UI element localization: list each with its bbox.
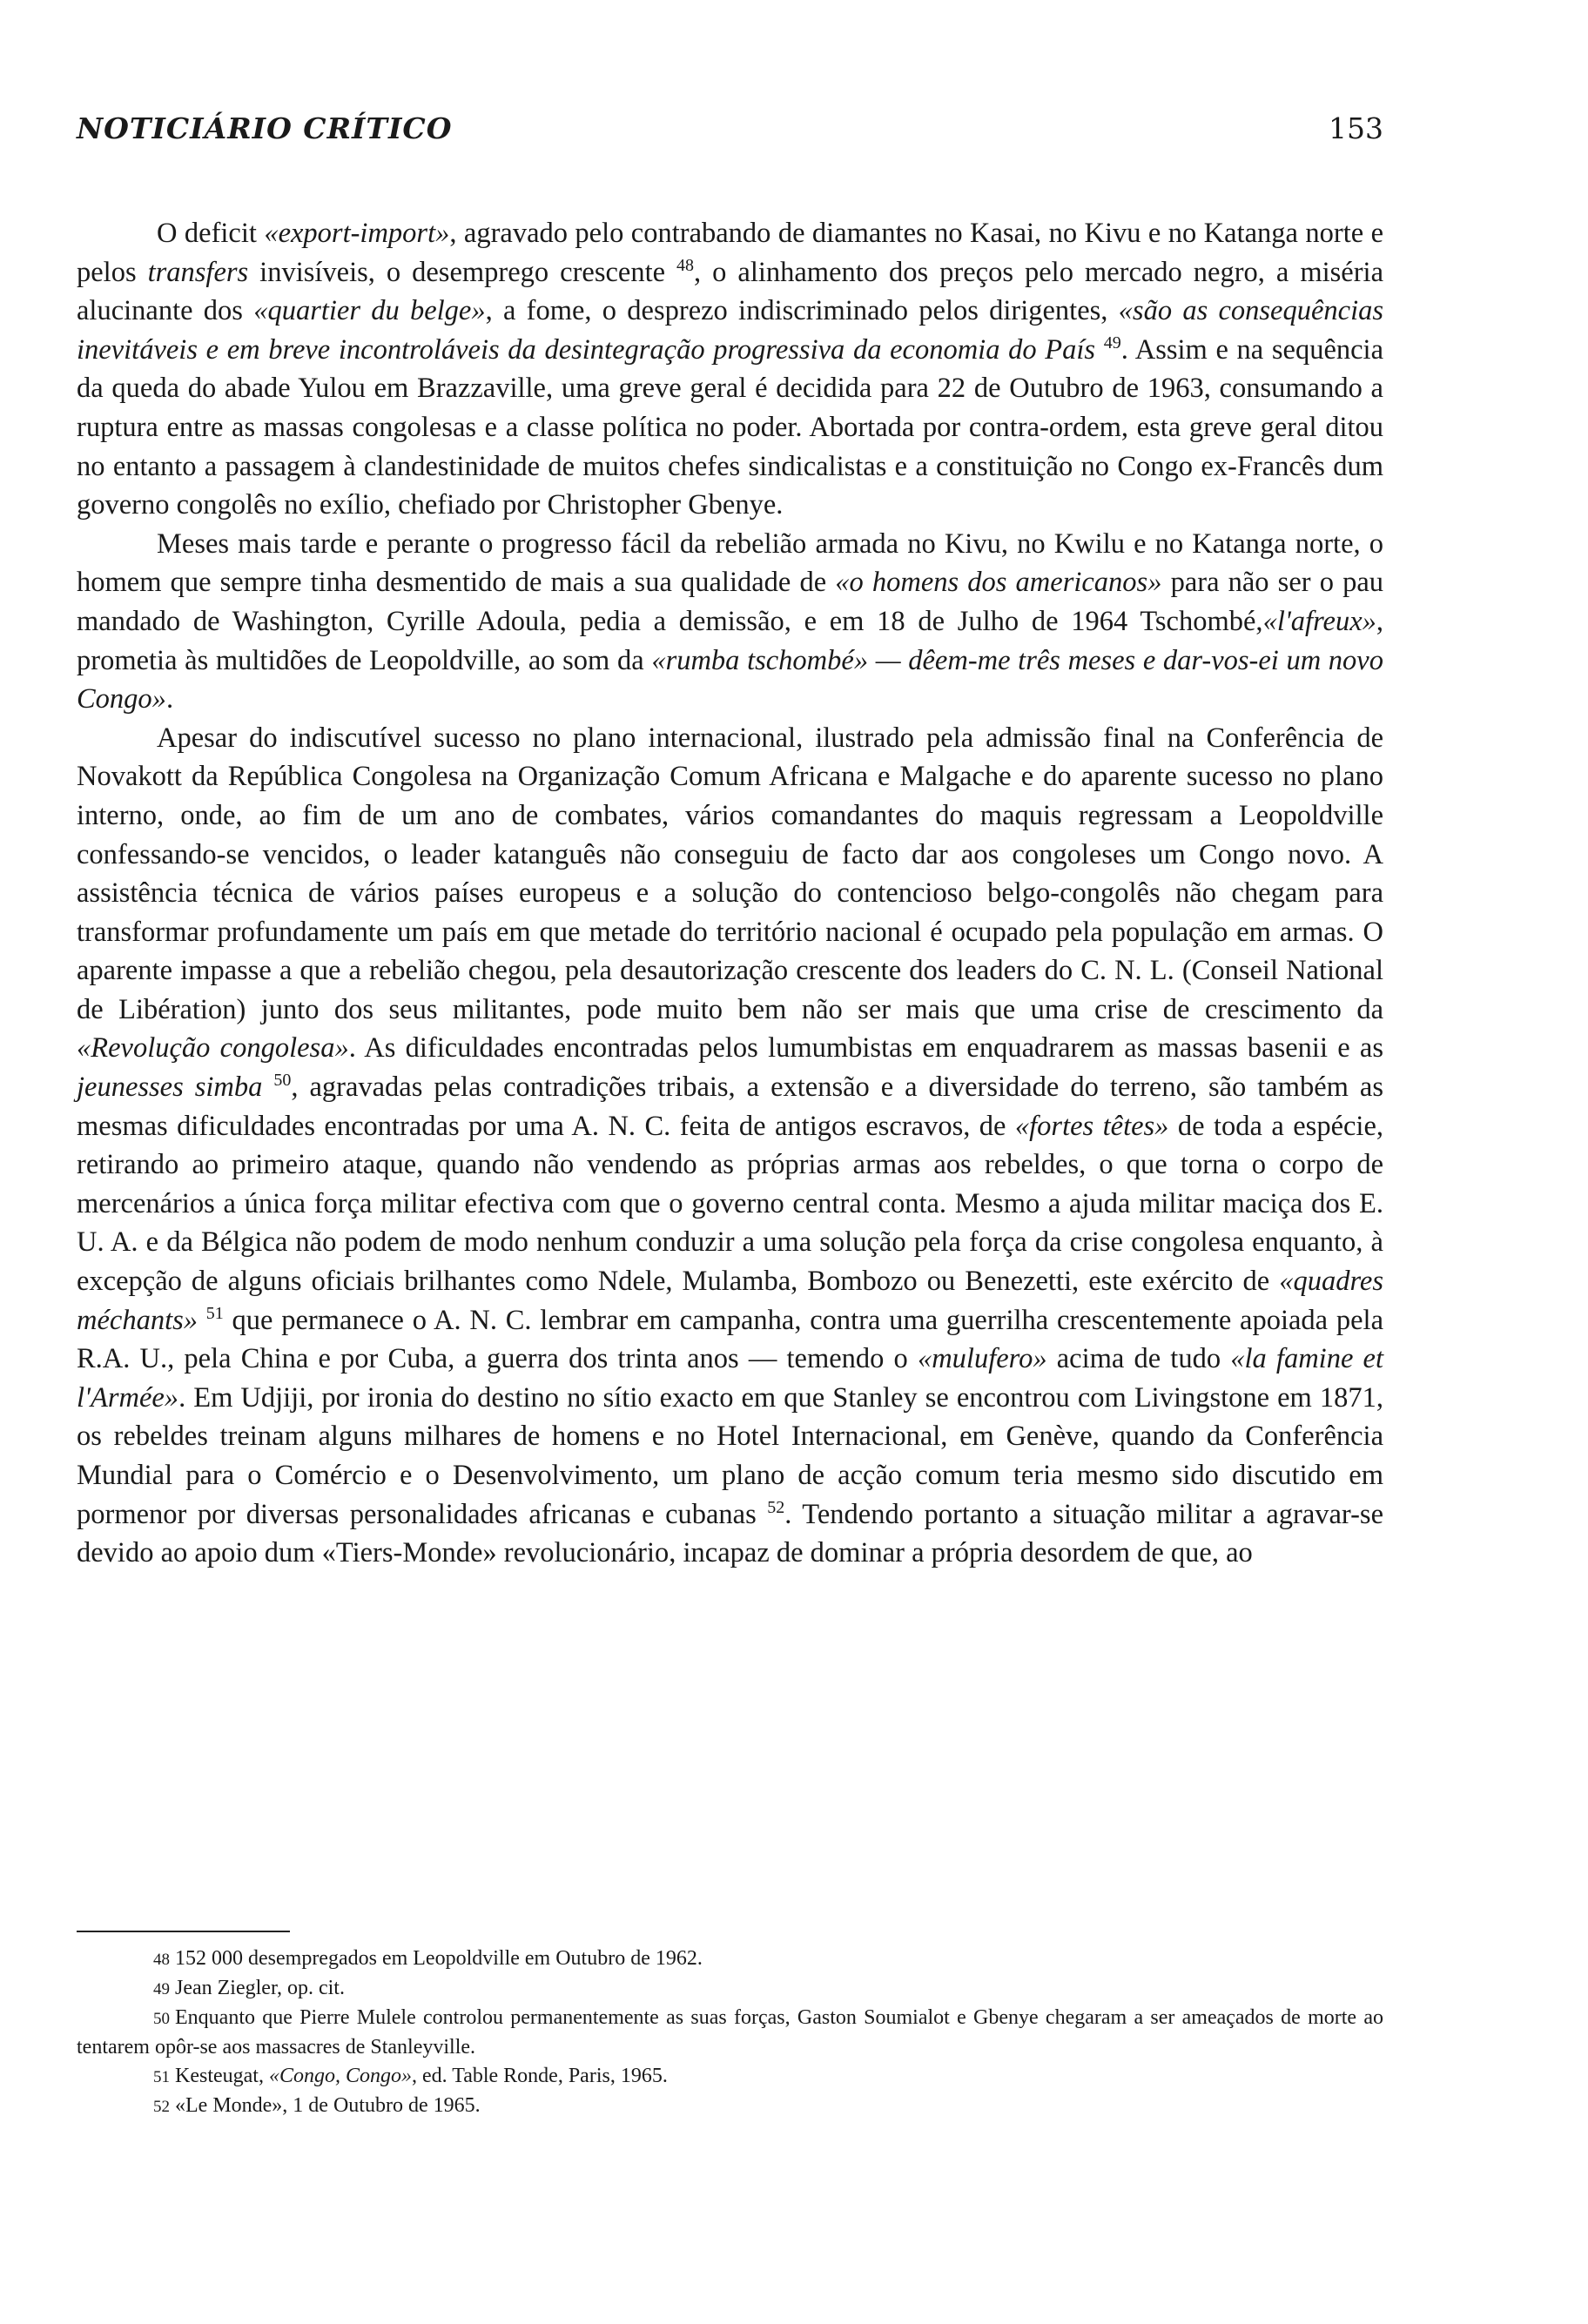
italic-run: «rumba tschombé» — dêem-me três meses e dar-vos-ei um novo Congo»: [77, 644, 1383, 715]
footnote-51: [77, 2062, 1383, 2092]
text-run: O deficit: [157, 218, 265, 249]
footnote-text: Kesteugat,: [175, 2065, 269, 2087]
text-run: invisíveis, o desemprego crescente: [248, 256, 677, 288]
text-run: acima de tudo: [1046, 1343, 1231, 1375]
text-run: , a fome, o desprezo indiscriminado pelos dirigentes,: [485, 295, 1119, 327]
italic-run: «o homens dos americanos»: [835, 567, 1162, 599]
italic-run: jeunesses simba: [77, 1071, 263, 1104]
text-run: [198, 1305, 206, 1336]
footnote-text: Enquanto que Pierre Mulele controlou permanentemente as suas forças, Gaston Soumialot e Gbenye chegaram a ser ameaçados de morte ao tentarem opôr-se aos massacres de Stanleyville.: [77, 2006, 1383, 2059]
text-run: , prometia às multidões de Leopoldville, ao som da: [77, 605, 1383, 676]
text-run: , o alinhamento dos preços pelo mercado negro, a miséria alucinante dos: [77, 256, 1384, 327]
text-run: . Tendendo portanto a situação militar a agravar-se devido ao apoio dum «Tiers-Monde» revolucionário, incapaz de dominar a própria desordem de que, ao: [77, 1498, 1383, 1569]
text-run: . As dificuldades encontradas pelos lumumbistas em enquadrarem as massas basenii e as: [348, 1032, 1383, 1065]
text-run: . Assim e na sequência da queda do abade Yulou em Brazzaville, uma greve geral é decidida para 22 de Outubro de 1963, consumando a ruptura entre as massas congolesas e a classe política no poder. Abortada por contra-ordem, esta greve geral ditou no entanto a passagem à clandestinidade de muitos chefes sindicalistas e a constituição no Congo ex-Francês dum governo congolês no exílio, chefiado por Christopher Gbenye.: [77, 333, 1384, 521]
italic-run: «quartier du belge»: [253, 295, 486, 327]
footnote-49: [77, 1974, 1383, 2004]
italic-run: transfers: [147, 256, 249, 288]
footnote-number: 50: [153, 2010, 170, 2028]
text-run: .: [165, 683, 174, 715]
paragraph-2: [77, 525, 1383, 719]
text-run: para não ser o pau mandado de Washington, Cyrille Adoula, pedia a demissão, e em 18 de Julho de 1964 Tschombé,: [77, 567, 1383, 637]
footnote-number: 48: [153, 1951, 170, 1969]
footnote-number: 52: [153, 2098, 170, 2116]
text-run: [262, 1071, 273, 1103]
italic-run: «Revolução congolesa»: [77, 1032, 349, 1065]
footnote-ref[interactable]: 48: [676, 255, 695, 275]
running-header: [77, 111, 1383, 155]
italic-run: «l'afreux»: [1262, 605, 1376, 637]
italic-run: «mulufero»: [917, 1343, 1047, 1375]
footnote-52: [77, 2092, 1383, 2121]
text-run: de toda a espécie, retirando ao primeiro ataque, quando não vendendo as próprias armas aos rebeldes, o que torna o corpo de mercenários a única força militar efectiva com que o governo central conta. Mesmo a ajuda militar maciça dos E. U. A. e da Bélgica não podem de modo nenhum conduzir a uma solução pela força da crise congolesa enquanto, à excepção de alguns oficiais brilhantes como Ndele, Mulamba, Bombozo ou Benezetti, este exército de: [77, 1110, 1383, 1298]
footnote-number: 51: [153, 2068, 170, 2086]
footnote-ref[interactable]: 50: [273, 1071, 292, 1091]
text-run: . Em Udjiji, por ironia do destino no sítio exacto em que Stanley se encontrou com Livingstone em 1871, os rebeldes treinam alguns milhares de homens e no Hotel Internacional, em Genève, quando da Conferência Mundial para o Comércio e o Desenvolvimento, um plano de acção comum teria mesmo sido discutido em pormenor por diversas personalidades africanas e cubanas: [77, 1381, 1383, 1530]
italic-run: «la famine et l'Armée»: [77, 1343, 1383, 1414]
footnote-text: 152 000 desempregados em Leopoldville em Outubro de 1962.: [175, 1947, 703, 1970]
footnote-number: 49: [153, 1980, 170, 1998]
footnote-ref[interactable]: 52: [767, 1497, 785, 1517]
italic-run: «export-import»: [264, 218, 450, 249]
paragraph-1: [77, 214, 1383, 525]
footnote-text: Jean Ziegler, op. cit.: [175, 1977, 345, 1999]
italic-run: «fortes têtes»: [1014, 1110, 1169, 1142]
footnotes: [77, 1945, 1383, 2121]
italic-run: «são as consequências inevitáveis e em breve incontroláveis da desintegração progressiva da economia do País: [77, 295, 1383, 366]
footnote-rule: [77, 1931, 290, 1932]
text-run: Meses mais tarde e perante o progresso fácil da rebelião armada no Kivu, no Kwilu e no Katanga norte, o homem que sempre tinha desmentido de mais a sua qualidade de: [77, 527, 1383, 599]
footnote-ref[interactable]: 51: [205, 1303, 224, 1323]
text-run: , agravadas pelas contradições tribais, a extensão e a diversidade do terreno, são também as mesmas dificuldades encontradas por uma A. N. C. feita de antigos escravos, de: [77, 1071, 1383, 1142]
footnote-50: [77, 2004, 1383, 2062]
running-title: NOTICIÁRIO CRÍTICO: [77, 111, 453, 145]
footnote-italic: «Congo, Congo»: [268, 2065, 412, 2087]
body-text: [77, 214, 1383, 1573]
text-run: , agravado pelo contrabando de diamantes no Kasai, no Kivu e no Katanga norte e pelos: [77, 218, 1383, 288]
footnote-ref[interactable]: 49: [1103, 332, 1121, 353]
footnote-48: [77, 1945, 1383, 1974]
footnote-text: «Le Monde», 1 de Outubro de 1965.: [175, 2094, 481, 2117]
footnote-text: , ed. Table Ronde, Paris, 1965.: [411, 2065, 668, 2087]
italic-run: «quadres méchants»: [77, 1266, 1383, 1336]
page-number: 153: [1329, 111, 1383, 145]
paragraph-3: [77, 719, 1383, 1573]
text-run: Apesar do indiscutível sucesso no plano internacional, ilustrado pela admissão final na Conferência de Novakott da República Congolesa na Organização Comum Africana e Malgache e do aparente sucesso no plano interno, onde, ao fim de um ano de combates, vários comandantes do maquis regressam a Leopoldville confessando-se vencidos, o leader katanguês não conseguiu de facto dar aos congoleses um Congo novo. A assistência técnica de vários países europeus e a solução do contencioso belgo-congolês não chegam para transformar profundamente um país em que metade do território nacional é ocupado pela população em armas. O aparente impasse a que a rebelião chegou, pela desautorização crescente dos leaders do C. N. L. (Conseil National de Libération) junto dos seus militantes, pode muito bem não ser mais que uma crise de crescimento da: [77, 722, 1383, 1025]
text-run: que permanece o A. N. C. lembrar em campanha, contra uma guerrilha crescentemente apoiada pela R.A. U., pela China e por Cuba, a guerra dos trinta anos — temendo o: [77, 1304, 1384, 1375]
